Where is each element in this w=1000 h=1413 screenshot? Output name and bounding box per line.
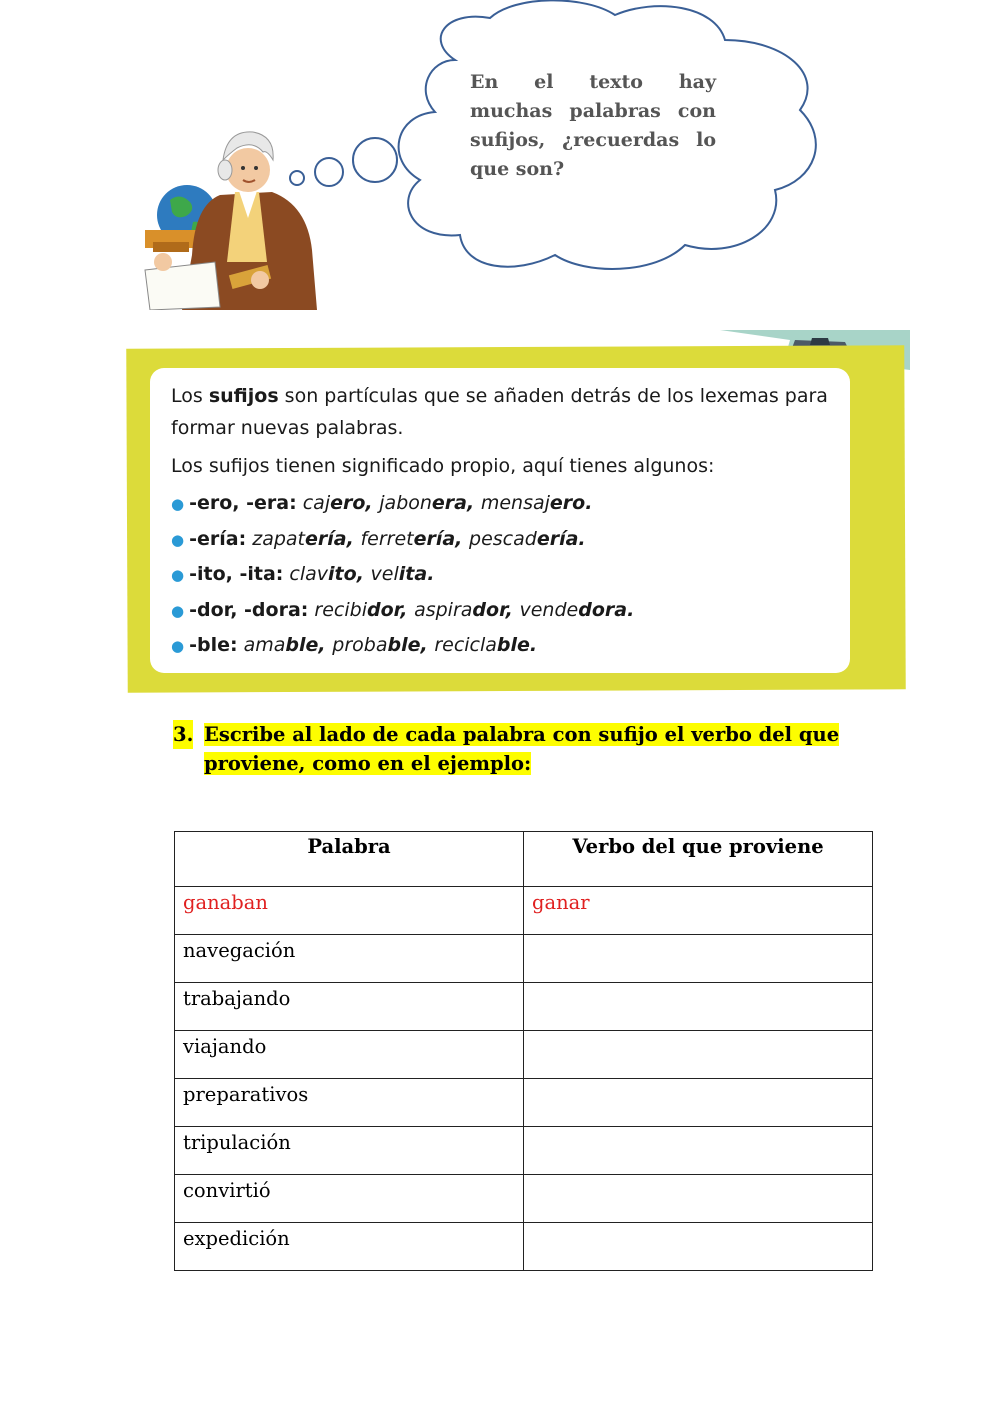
suffix-label: -ero, -era: [189,492,297,514]
example-row [175,887,873,935]
bubble-text: En el texto hay muchas palabras con sufijos, ¿recuerdas lo que son? [470,71,716,180]
example-word: ganaban [175,887,524,935]
word-cell: trabajando [175,983,524,1031]
example-word: jabonera, [379,492,481,514]
bullet-icon: ● [171,530,185,549]
example-verb[interactable]: ganar [524,887,873,935]
bullet-icon: ● [171,637,185,655]
suffix-item [171,628,841,664]
table-row [175,983,873,1031]
table-row [175,1127,873,1175]
example-word: velita. [370,563,435,585]
word-cell: navegación [175,935,524,983]
example-word: pescadería. [469,527,586,550]
suffix-label: -dor, -dora: [189,598,309,621]
verb-answer-cell[interactable] [524,935,873,983]
suffix-item [171,522,841,558]
bullet-icon: ● [171,566,185,584]
exercise-instruction [173,720,873,778]
example-word: probable, [332,634,435,656]
example-word: mensajero. [480,492,593,514]
table-row [175,1031,873,1079]
definition-paragraph: Los sufijos son partículas que se añaden detrás de los lexemas para formar nuevas palabras. [171,385,828,439]
info-box-content [171,380,841,664]
exercise-table [174,831,873,1271]
suffix-item [171,557,841,593]
bullet-icon: ● [171,495,185,513]
suffix-item [171,486,841,522]
example-word: zapatería, [252,527,361,550]
table-row [175,1175,873,1223]
verb-answer-cell[interactable] [524,1031,873,1079]
example-word: aspirador, [414,598,520,621]
table-row [175,1079,873,1127]
instruction-text: Escribe al lado de cada palabra con sufijo el verbo del que proviene, como en el ejemplo: [204,723,840,775]
word-cell: viajando [175,1031,524,1079]
header-palabra: Palabra [175,832,524,887]
verb-answer-cell[interactable] [524,1175,873,1223]
table-row [175,1223,873,1271]
verb-answer-cell[interactable] [524,1223,873,1271]
word-cell: expedición [175,1223,524,1271]
suffix-label: -ble: [189,634,238,656]
example-word: reciclable. [434,634,538,656]
example-word: cajero, [302,492,380,514]
example-word: amable, [243,634,333,656]
table-header-row [175,832,873,887]
exercise-number: 3. [173,720,193,749]
example-word: recibidor, [314,598,415,621]
header-verbo: Verbo del que proviene [524,832,873,887]
suffix-list [171,486,841,664]
keyword-sufijos: sufijos [208,385,279,407]
suffix-label: -ería: [189,527,247,550]
suffix-label: -ito, -ita: [189,563,284,585]
example-word: ferretería, [360,527,470,550]
intro-paragraph: Los sufijos tienen significado propio, aquí tienes algunos: [171,455,715,477]
bullet-icon: ● [171,601,185,620]
verb-answer-cell[interactable] [524,983,873,1031]
word-cell: tripulación [175,1127,524,1175]
example-word: vendedora. [519,598,635,621]
verb-answer-cell[interactable] [524,1127,873,1175]
suffix-item [171,593,841,629]
verb-answer-cell[interactable] [524,1079,873,1127]
word-cell: convirtió [175,1175,524,1223]
example-word: clavito, [289,563,371,585]
table-row [175,935,873,983]
word-cell: preparativos [175,1079,524,1127]
